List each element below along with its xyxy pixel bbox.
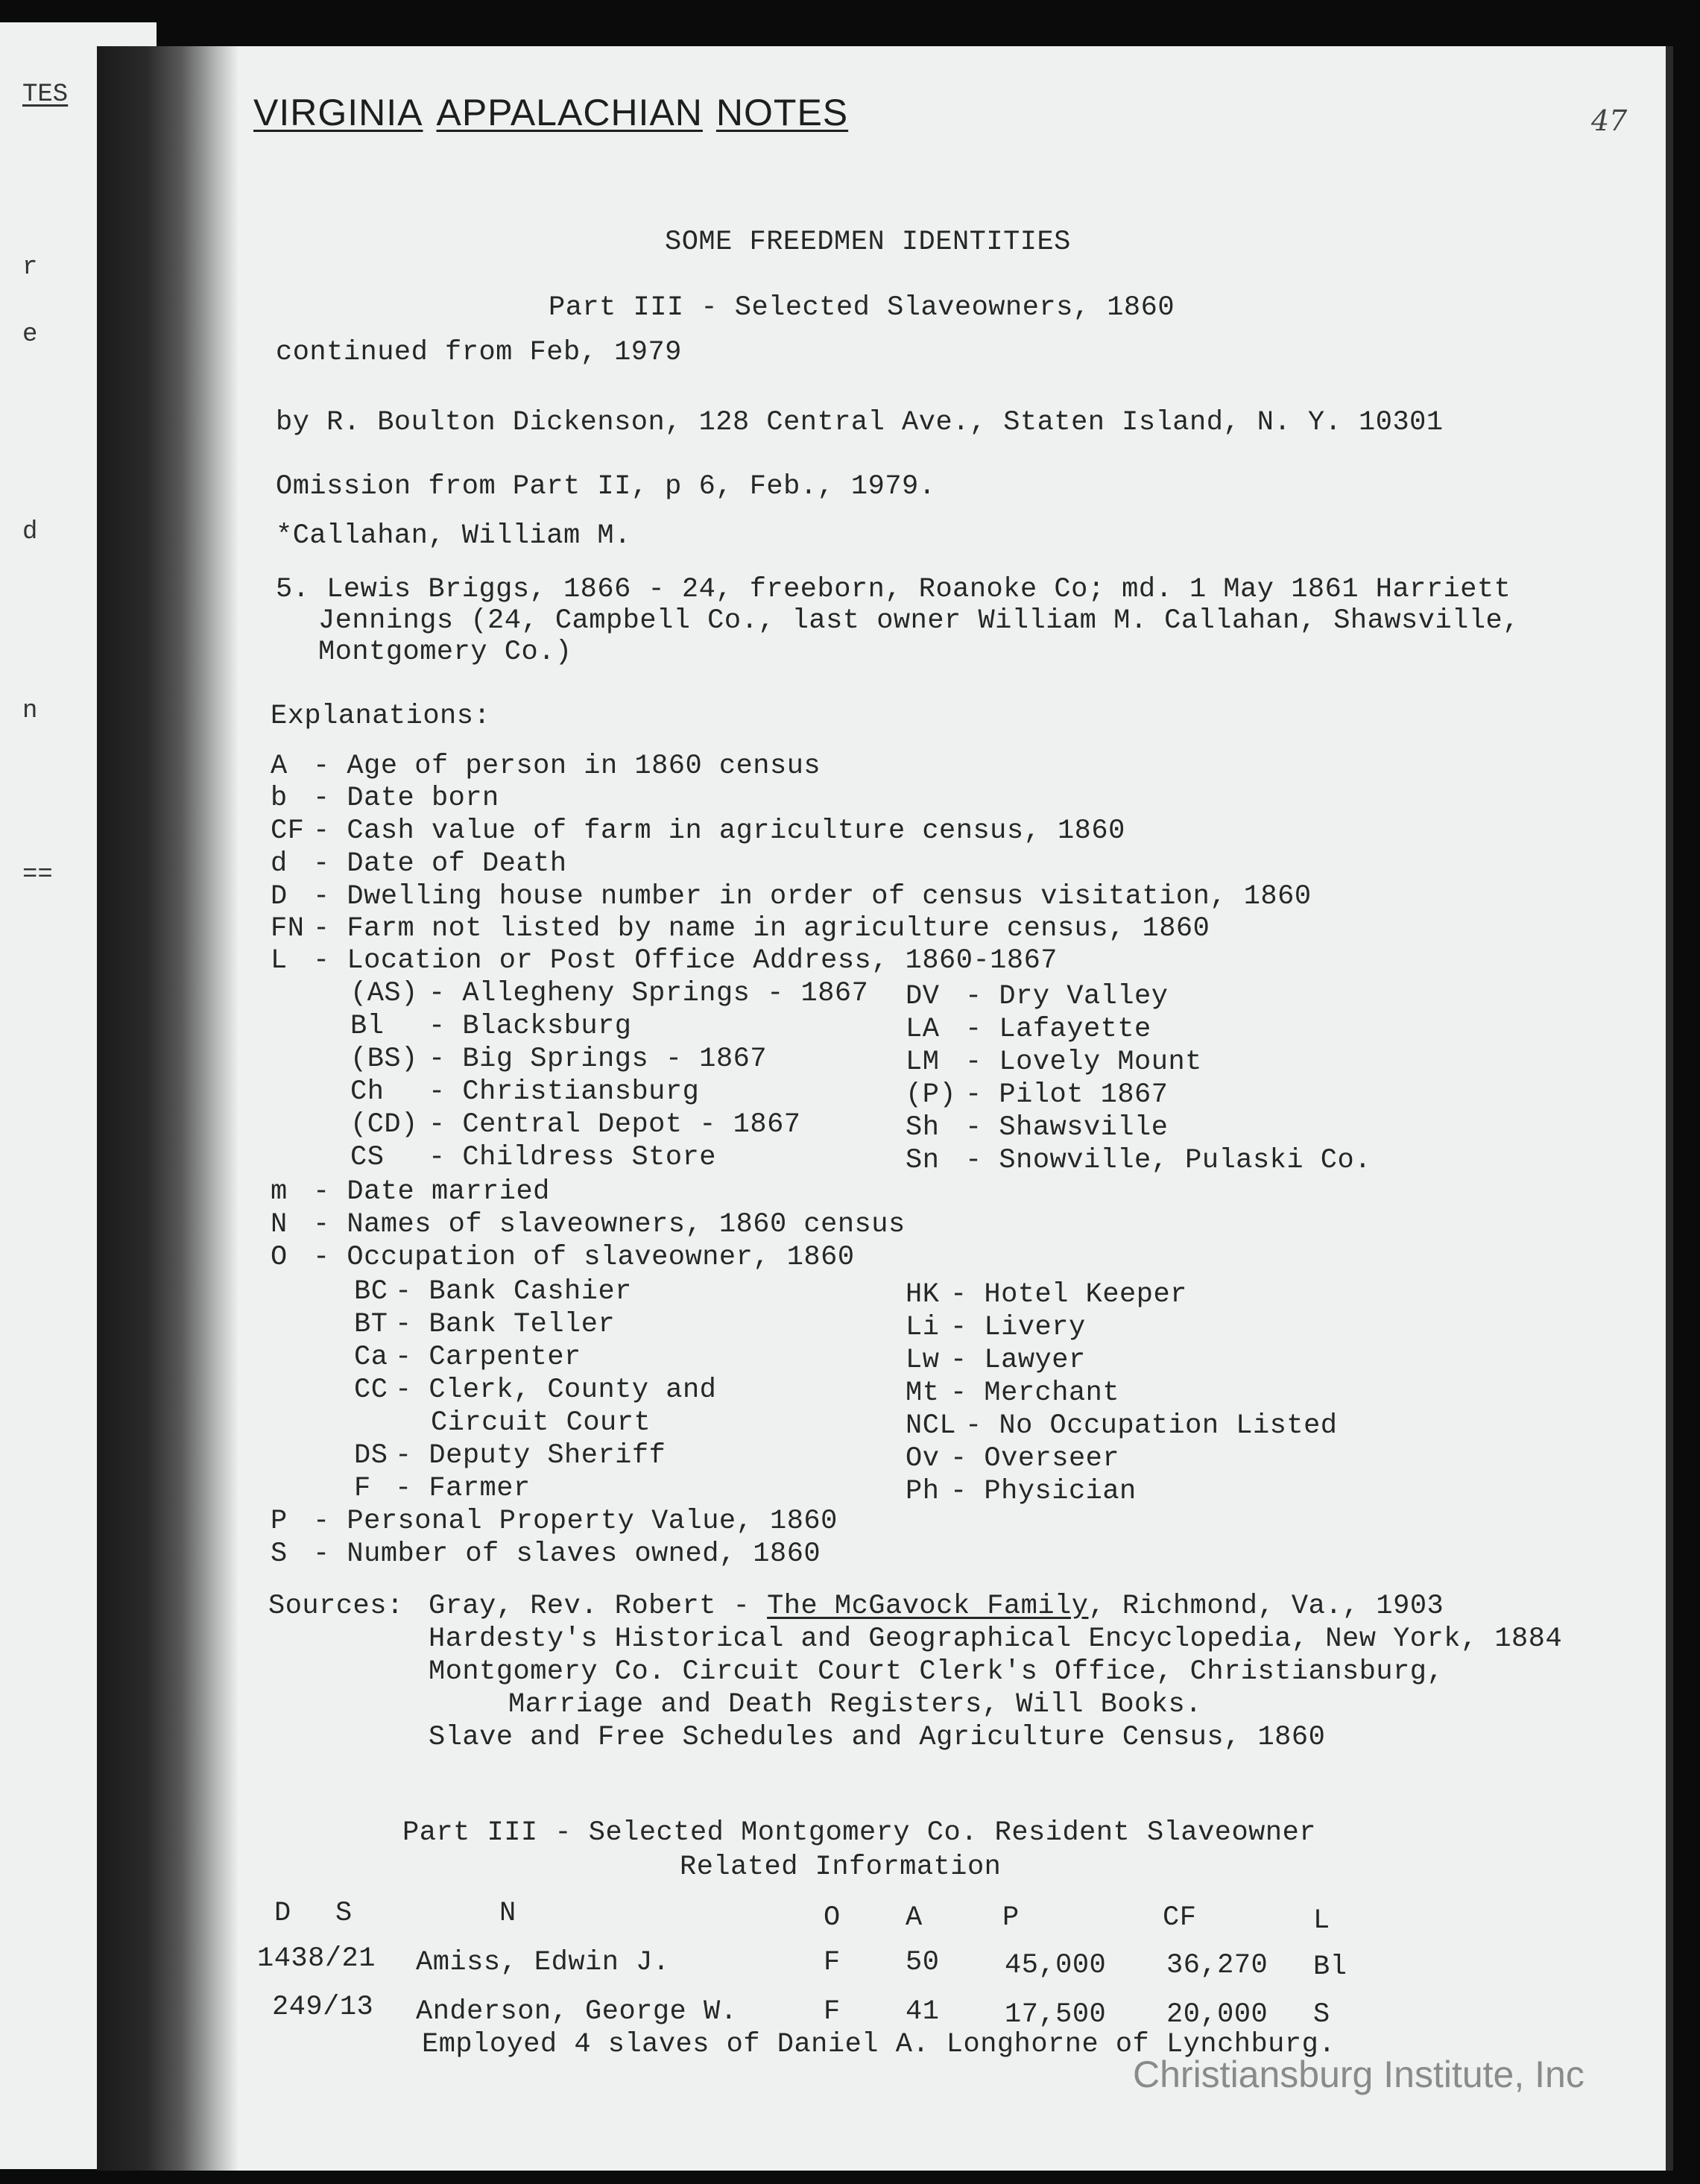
column-header: N	[499, 1898, 516, 1929]
location-desc: Pilot 1867	[999, 1079, 1169, 1111]
sources-label: Sources:	[268, 1591, 404, 1622]
occupation-desc: Carpenter	[429, 1342, 581, 1373]
cell-farm-value: 36,270	[1166, 1950, 1268, 1981]
legend-desc: Occupation of slaveowner, 1860	[347, 1242, 855, 1273]
legend-desc: Personal Property Value, 1860	[347, 1506, 838, 1537]
column-header: L	[1313, 1905, 1330, 1937]
occupation-desc: Overseer	[984, 1443, 1120, 1474]
occupation-name: - Physician	[950, 1476, 1137, 1507]
legend-desc: Farm not listed by name in agriculture census, 1860	[347, 913, 1210, 944]
legend-code: P	[271, 1506, 288, 1537]
occupation-code: Ov	[906, 1443, 940, 1474]
location-desc: Christiansburg	[462, 1076, 700, 1108]
location-code: (P)	[906, 1079, 957, 1111]
occupation-desc: Merchant	[984, 1377, 1120, 1409]
cell-occupation: F	[824, 1947, 841, 1978]
location-code: Sn	[906, 1145, 940, 1176]
left-page-fragment: n	[22, 697, 38, 725]
legend-text: - Date married	[313, 1176, 550, 1208]
binding-shadow	[97, 46, 238, 2171]
location-code: (CD)	[350, 1109, 418, 1140]
cell-dwelling-slaves: 1438/21	[257, 1943, 376, 1975]
occupation-code: CC	[354, 1375, 388, 1406]
legend-desc: Number of slaves owned, 1860	[347, 1538, 821, 1570]
occupation-name: - Deputy Sheriff	[395, 1440, 666, 1471]
legend-code: D	[271, 881, 288, 912]
document-page	[97, 46, 1673, 2171]
legend-desc: Date married	[347, 1176, 550, 1208]
location-code: LA	[906, 1014, 940, 1045]
occupation-name: - Lawyer	[950, 1345, 1086, 1376]
location-desc: Snowville, Pulaski Co.	[999, 1145, 1371, 1176]
legend-text: - Age of person in 1860 census	[313, 751, 821, 782]
source-imprint: , Richmond, Va., 1903	[1088, 1591, 1444, 1622]
left-page-fragment: e	[22, 321, 38, 349]
location-code: CS	[350, 1142, 385, 1173]
occupation-name: - Clerk, County and	[395, 1375, 717, 1406]
location-name: - Lovely Mount	[965, 1047, 1202, 1078]
occupation-name: - No Occupation Listed	[965, 1410, 1338, 1442]
table-title: Part III - Selected Montgomery Co. Resident Slaveowner	[402, 1817, 1316, 1849]
location-name: - Allegheny Springs - 1867	[429, 978, 869, 1009]
location-name: - Snowville, Pulaski Co.	[965, 1145, 1371, 1176]
legend-code: CF	[271, 815, 305, 847]
legend-desc: Date of Death	[347, 848, 567, 880]
source-line: Slave and Free Schedules and Agriculture Census, 1860	[429, 1722, 1326, 1753]
location-name: - Blacksburg	[429, 1011, 632, 1042]
occupation-code: BC	[354, 1276, 388, 1307]
occupation-name: - Overseer	[950, 1443, 1120, 1474]
legend-text: - Number of slaves owned, 1860	[313, 1538, 821, 1570]
occupation-continuation: Circuit Court	[431, 1407, 651, 1439]
legend-code: m	[271, 1176, 288, 1208]
location-code: (BS)	[350, 1044, 418, 1075]
occupation-desc: Physician	[984, 1476, 1137, 1507]
legend-text: - Farm not listed by name in agriculture census, 1860	[313, 913, 1210, 944]
source-line: Marriage and Death Registers, Will Books.	[508, 1689, 1202, 1720]
occupation-code: Lw	[906, 1345, 940, 1376]
location-code: Bl	[350, 1011, 385, 1042]
location-name: - Central Depot - 1867	[429, 1109, 801, 1140]
occupation-desc: Farmer	[429, 1473, 531, 1504]
location-desc: Blacksburg	[462, 1011, 632, 1042]
location-code: DV	[906, 981, 940, 1012]
omission-name: *Callahan, William M.	[276, 520, 631, 552]
article-subtitle: Part III - Selected Slaveowners, 1860	[549, 292, 1175, 324]
cell-location: Bl	[1313, 1951, 1347, 1983]
cell-occupation: F	[824, 1996, 841, 2027]
legend-code: L	[271, 945, 288, 976]
cell-name: Amiss, Edwin J.	[416, 1947, 670, 1978]
location-desc: Big Springs - 1867	[462, 1044, 768, 1075]
page-number: 47	[1591, 104, 1628, 137]
legend-text: - Date born	[313, 783, 499, 814]
column-header: CF	[1163, 1902, 1197, 1934]
occupation-code: Ph	[906, 1476, 940, 1507]
legend-code: S	[271, 1538, 288, 1570]
occupation-code: DS	[354, 1440, 388, 1471]
legend-desc: Date born	[347, 783, 499, 814]
legend-code: A	[271, 751, 288, 782]
column-header: S	[335, 1898, 353, 1929]
cell-property: 17,500	[1005, 1999, 1107, 2030]
location-name: - Big Springs - 1867	[429, 1044, 768, 1075]
occupation-desc: Livery	[984, 1312, 1086, 1343]
article-title: SOME FREEDMEN IDENTITIES	[665, 227, 1071, 258]
byline: by R. Boulton Dickenson, 128 Central Ave., Staten Island, N. Y. 10301	[276, 407, 1444, 438]
legend-code: FN	[271, 913, 305, 944]
occupation-desc: No Occupation Listed	[999, 1410, 1338, 1442]
cell-dwelling-slaves: 249/13	[272, 1992, 374, 2023]
cell-location: S	[1313, 1999, 1330, 2030]
occupation-desc: Deputy Sheriff	[429, 1440, 666, 1471]
legend-text: - Cash value of farm in agriculture census, 1860	[313, 815, 1125, 847]
continued-note: continued from Feb, 1979	[276, 337, 682, 368]
source-author: Gray, Rev. Robert -	[429, 1591, 768, 1622]
header-word: APPALACHIAN	[436, 92, 703, 133]
left-page-fragment: r	[22, 253, 38, 282]
left-page-fragment: ==	[22, 861, 53, 889]
left-page-fragment: d	[22, 518, 38, 546]
occupation-name: - Farmer	[395, 1473, 531, 1504]
cell-farm-value: 20,000	[1166, 1999, 1268, 2030]
source-line	[429, 1591, 1444, 1622]
left-page-fragment: TES	[22, 81, 69, 109]
publication-header	[253, 91, 862, 134]
location-code: Sh	[906, 1112, 940, 1143]
legend-text: - Location or Post Office Address, 1860-1867	[313, 945, 1058, 976]
cell-property: 45,000	[1005, 1950, 1107, 1981]
explanations-heading: Explanations:	[271, 701, 491, 732]
occupation-code: Mt	[906, 1377, 940, 1409]
location-desc: Childress Store	[462, 1142, 716, 1173]
legend-desc: Age of person in 1860 census	[347, 751, 821, 782]
location-desc: Shawsville	[999, 1112, 1169, 1143]
legend-desc: Dwelling house number in order of census visitation, 1860	[347, 881, 1312, 912]
source-line: Montgomery Co. Circuit Court Clerk's Office, Christiansburg,	[429, 1656, 1444, 1688]
page-edge	[1666, 46, 1673, 2171]
table-title: Related Information	[680, 1852, 1002, 1883]
cell-age: 50	[906, 1947, 940, 1978]
row-note: Employed 4 slaves of Daniel A. Longhorne of Lynchburg.	[422, 2029, 1336, 2060]
cell-age: 41	[906, 1996, 940, 2027]
column-header: D	[274, 1898, 291, 1929]
occupation-name: - Merchant	[950, 1377, 1120, 1409]
occupation-name: - Livery	[950, 1312, 1086, 1343]
header-word: VIRGINIA	[253, 92, 423, 133]
entry-line: Jennings (24, Campbell Co., last owner William M. Callahan, Shawsville,	[318, 605, 1520, 637]
occupation-desc: Clerk, County and	[429, 1375, 717, 1406]
occupation-name: - Hotel Keeper	[950, 1279, 1187, 1310]
legend-code: N	[271, 1209, 288, 1240]
location-name: - Lafayette	[965, 1014, 1151, 1045]
location-desc: Lafayette	[999, 1014, 1151, 1045]
legend-desc: Names of slaveowners, 1860 census	[347, 1209, 906, 1240]
source-book-title: The McGavock Family	[767, 1591, 1089, 1622]
occupation-desc: Lawyer	[984, 1345, 1086, 1376]
occupation-name: - Bank Cashier	[395, 1276, 632, 1307]
column-header: P	[1002, 1902, 1020, 1934]
location-desc: Central Depot - 1867	[462, 1109, 801, 1140]
location-code: (AS)	[350, 978, 418, 1009]
location-code: Ch	[350, 1076, 385, 1108]
occupation-code: Li	[906, 1312, 940, 1343]
legend-desc: Location or Post Office Address, 1860-1867	[347, 945, 1058, 976]
legend-code: b	[271, 783, 288, 814]
occupation-code: Ca	[354, 1342, 388, 1373]
legend-text: - Dwelling house number in order of census visitation, 1860	[313, 881, 1312, 912]
occupation-desc: Hotel Keeper	[984, 1279, 1187, 1310]
column-header: A	[906, 1902, 923, 1934]
legend-text: - Date of Death	[313, 848, 567, 880]
location-name: - Pilot 1867	[965, 1079, 1169, 1111]
legend-text: - Occupation of slaveowner, 1860	[313, 1242, 855, 1273]
location-desc: Allegheny Springs - 1867	[462, 978, 869, 1009]
occupation-code: F	[354, 1473, 371, 1504]
location-name: - Childress Store	[429, 1142, 716, 1173]
legend-text: - Personal Property Value, 1860	[313, 1506, 838, 1537]
legend-desc: Cash value of farm in agriculture census, 1860	[347, 815, 1125, 847]
location-name: - Christiansburg	[429, 1076, 700, 1108]
occupation-name: - Bank Teller	[395, 1309, 616, 1340]
column-header: O	[824, 1902, 841, 1934]
entry-line: 5. Lewis Briggs, 1866 - 24, freeborn, Roanoke Co; md. 1 May 1861 Harriett	[276, 574, 1511, 605]
location-code: LM	[906, 1047, 940, 1078]
legend-code: O	[271, 1242, 288, 1273]
watermark: Christiansburg Institute, Inc	[1133, 2054, 1584, 2095]
location-desc: Dry Valley	[999, 981, 1169, 1012]
entry-line: Montgomery Co.)	[318, 637, 572, 668]
header-word: NOTES	[715, 92, 849, 133]
source-line: Hardesty's Historical and Geographical Encyclopedia, New York, 1884	[429, 1623, 1563, 1655]
location-desc: Lovely Mount	[999, 1047, 1202, 1078]
cell-name: Anderson, George W.	[416, 1996, 738, 2027]
occupation-name: - Carpenter	[395, 1342, 581, 1373]
occupation-desc: Bank Teller	[429, 1309, 616, 1340]
occupation-code: HK	[906, 1279, 940, 1310]
occupation-code: BT	[354, 1309, 388, 1340]
omission-note: Omission from Part II, p 6, Feb., 1979.	[276, 471, 936, 502]
location-name: - Shawsville	[965, 1112, 1169, 1143]
location-name: - Dry Valley	[965, 981, 1169, 1012]
legend-code: d	[271, 848, 288, 880]
occupation-code: NCL	[906, 1410, 957, 1442]
legend-text: - Names of slaveowners, 1860 census	[313, 1209, 906, 1240]
occupation-desc: Bank Cashier	[429, 1276, 632, 1307]
